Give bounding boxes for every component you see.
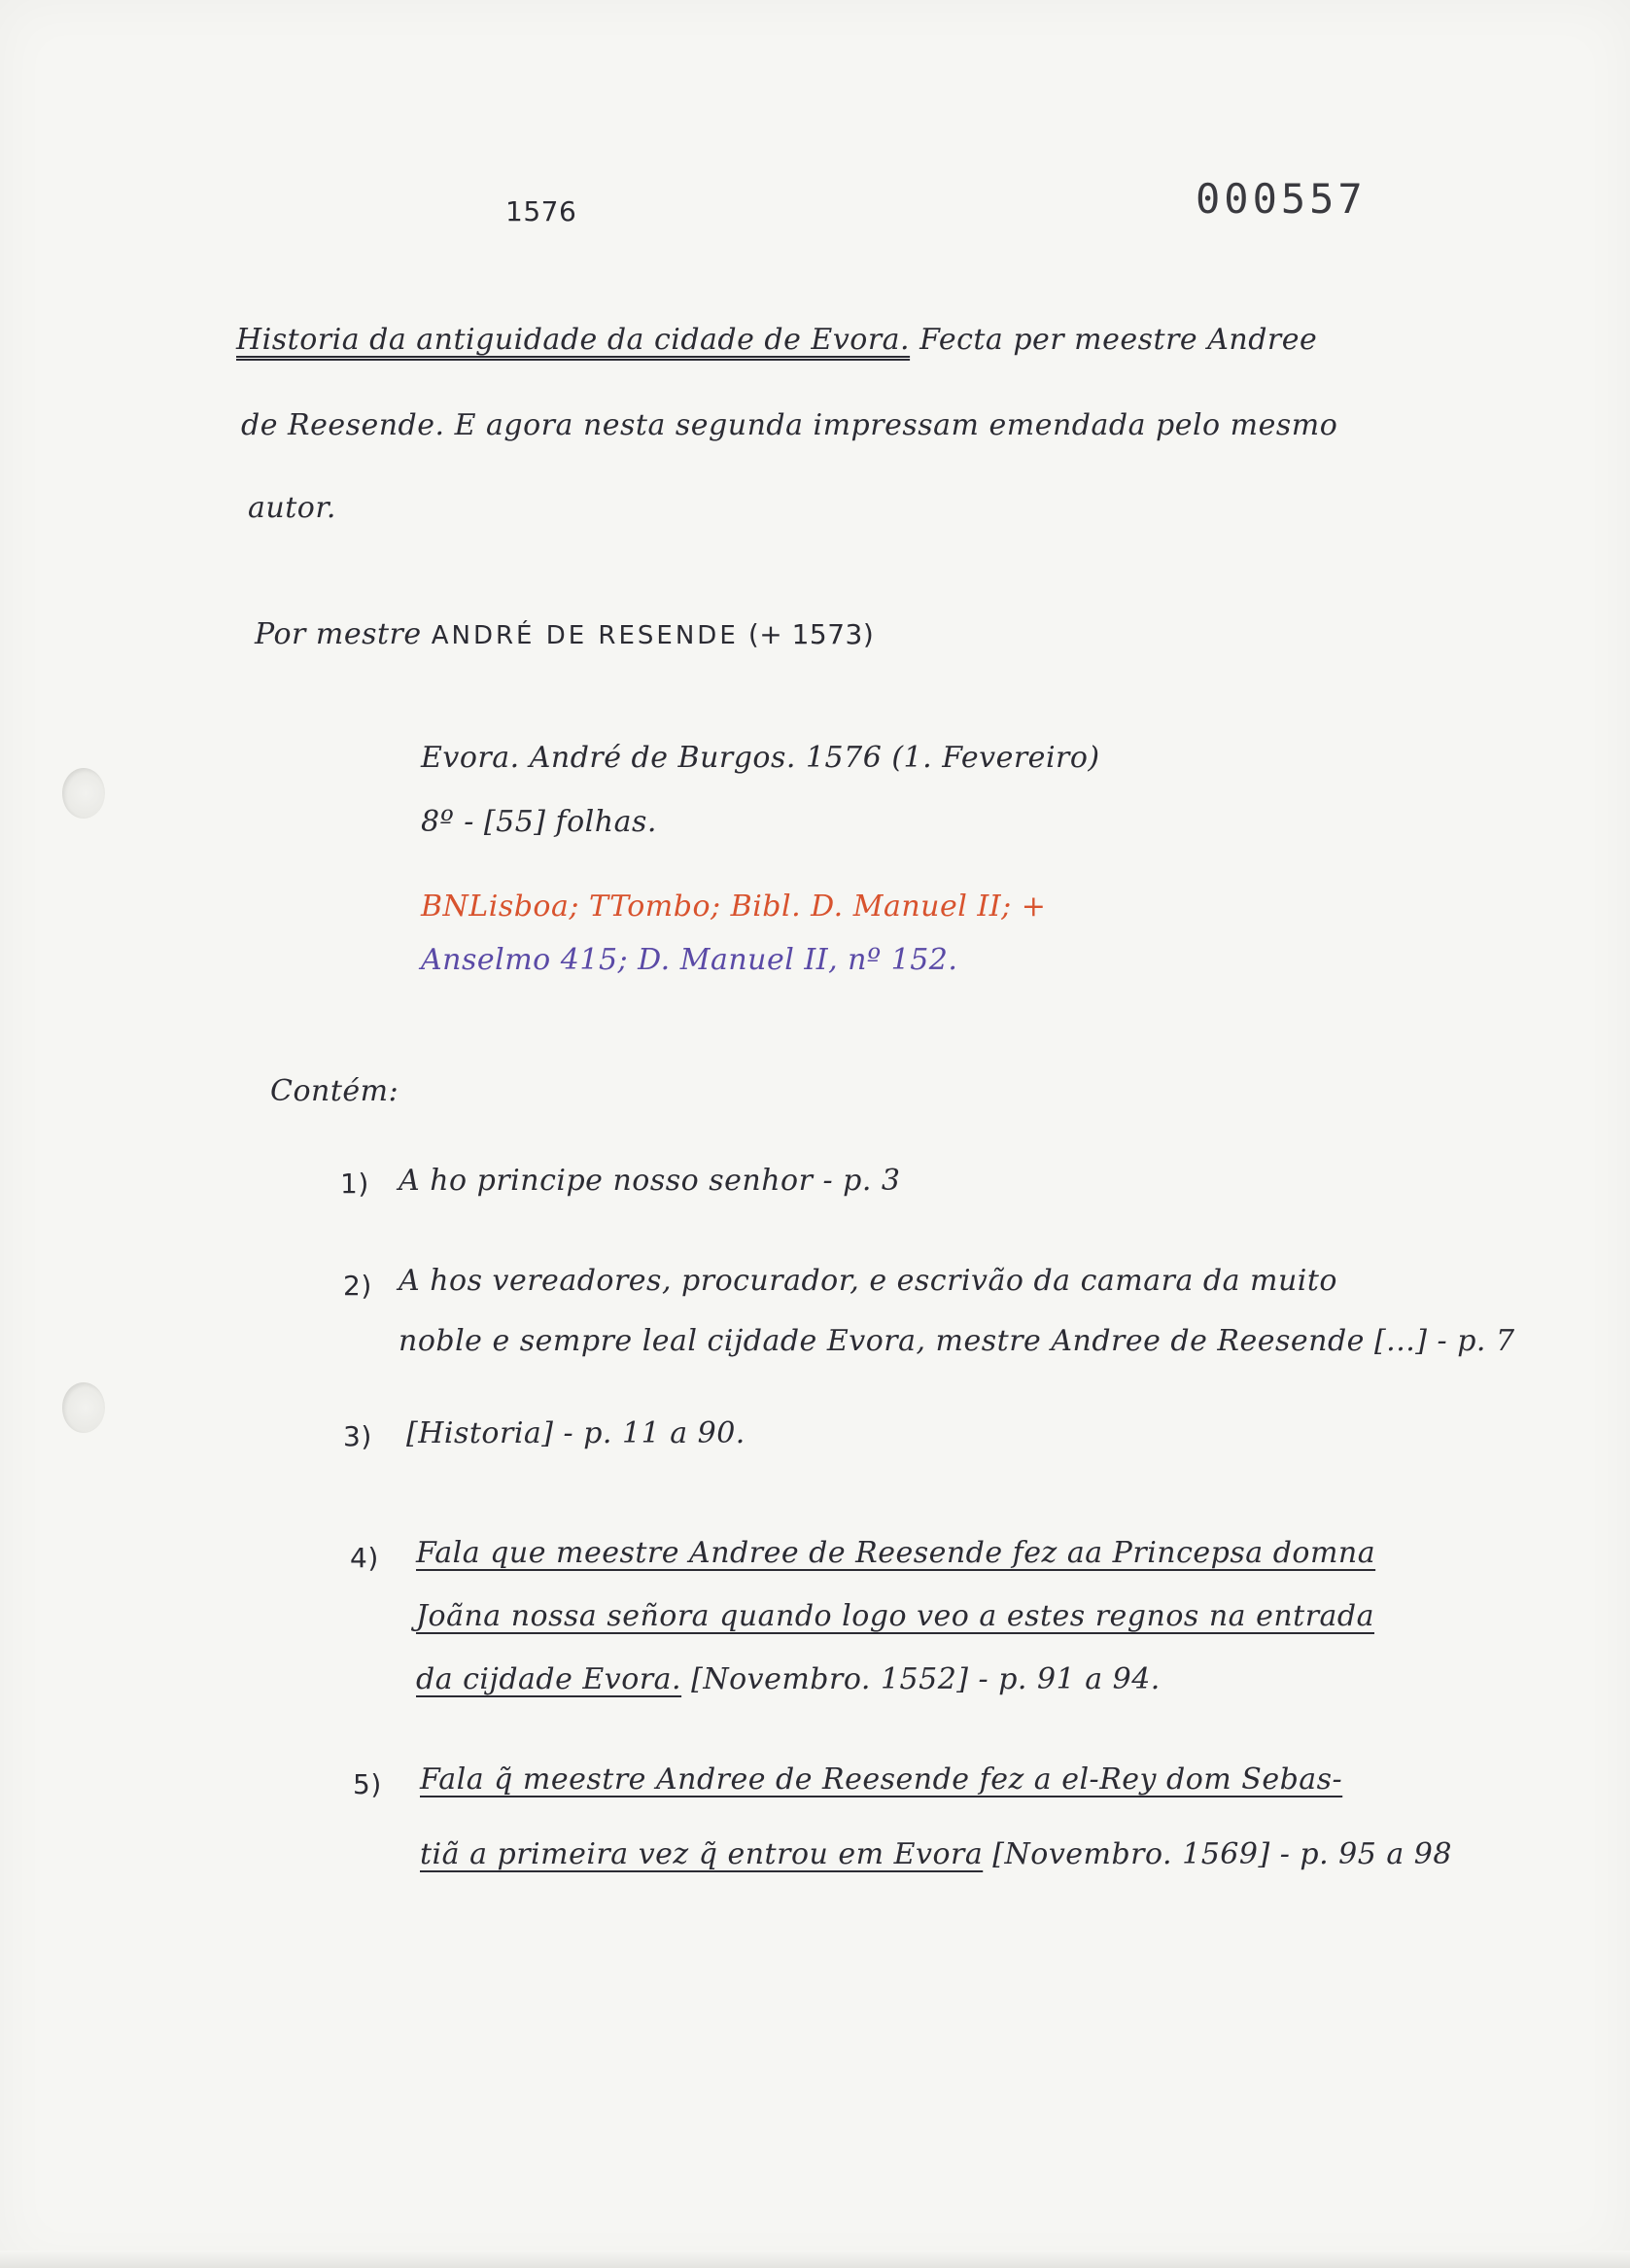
title-underlined: Historia da antiguidade da cidade de Evora.	[236, 323, 911, 357]
item-2-number: 2)	[343, 1270, 372, 1302]
catalog-number: 000557	[1196, 175, 1367, 223]
item-4-number: 4)	[350, 1542, 379, 1574]
author-name: ANDRÉ DE RESENDE	[431, 621, 739, 650]
item-5-number: 5)	[353, 1768, 382, 1800]
item-3-line-1: [Historia] - p. 11 a 90.	[406, 1416, 746, 1450]
item-1-line-1: A ho principe nosso senhor - p. 3	[399, 1164, 901, 1198]
item-5-line-2-underlined: tiã a primeira vez q̃ entrou em Evora	[420, 1837, 984, 1871]
paper-bottom-edge	[0, 2251, 1630, 2268]
item-4-line-3-underlined: da cijdade Evora.	[416, 1662, 682, 1696]
imprint-line: Evora. André de Burgos. 1576 (1. Fevereiro)	[421, 741, 1100, 775]
item-3-number: 3)	[343, 1420, 372, 1452]
author-death: (+ 1573)	[747, 618, 875, 650]
item-2-line-1: A hos vereadores, procurador, e escrivão da camara da muito	[399, 1264, 1337, 1298]
item-4-line-2: Joãna nossa señora quando logo veo a estes regnos na entrada	[416, 1599, 1375, 1633]
title-line-2: de Reesende. E agora nesta segunda impressam emendada pelo mesmo	[241, 408, 1338, 442]
holdings-violet-line: Anselmo 415; D. Manuel II, nº 152.	[421, 943, 958, 977]
item-5-line-1: Fala q̃ meestre Andree de Reesende fez a el-Rey dom Sebas-	[420, 1762, 1343, 1797]
holdings-red-line: BNLisboa; TTombo; Bibl. D. Manuel II; +	[421, 890, 1047, 924]
contents-heading: Contém:	[270, 1074, 399, 1108]
format-line: 8º - [55] folhas.	[421, 805, 657, 839]
author-prefix: Por mestre	[255, 617, 422, 651]
title-line-3: autor.	[248, 491, 336, 525]
year-label: 1576	[505, 195, 577, 227]
item-4-line-3	[416, 1662, 1161, 1697]
item-5-suffix: [Novembro. 1569] - p. 95 a 98	[992, 1837, 1452, 1871]
item-4-suffix: [Novembro. 1552] - p. 91 a 94.	[691, 1662, 1161, 1696]
item-1-number: 1)	[340, 1168, 369, 1200]
item-2-line-2: noble e sempre leal cijdade Evora, mestre Andree de Reesende [...] - p. 7	[399, 1324, 1515, 1358]
punch-hole-upper	[62, 768, 105, 819]
author-line	[255, 617, 874, 653]
title-line-1	[236, 323, 1317, 358]
item-4-line-1: Fala que meestre Andree de Reesende fez aa Princepsa domna	[416, 1536, 1376, 1570]
item-5-line-2	[420, 1837, 1452, 1872]
punch-hole-lower	[62, 1382, 105, 1433]
title-line-1-rest: Fecta per meestre Andree	[919, 323, 1318, 357]
